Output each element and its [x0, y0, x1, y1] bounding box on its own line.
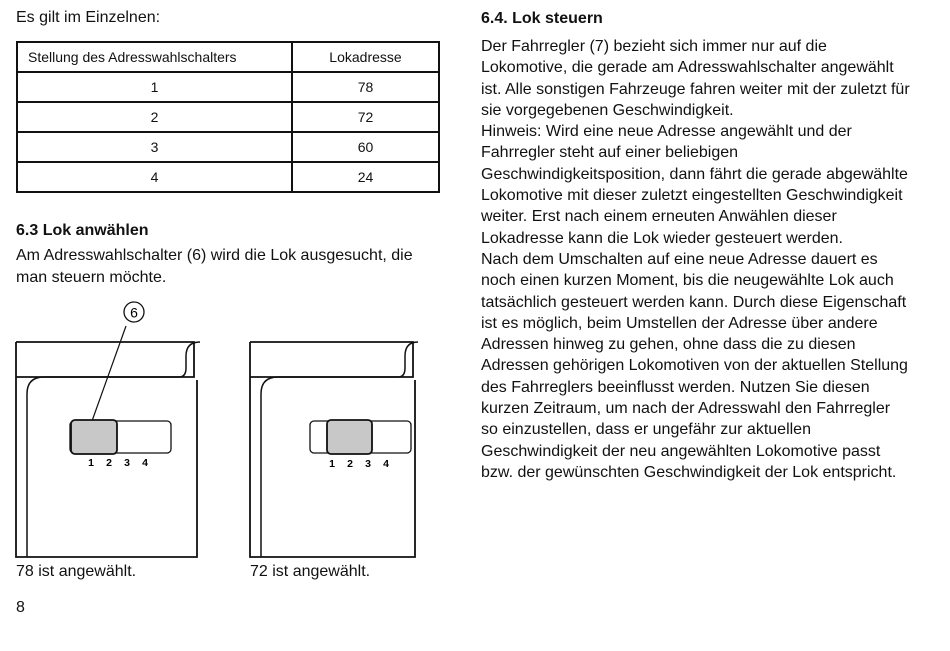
switch-label: 2	[347, 458, 353, 470]
figure-caption-left: 78 ist angewählt.	[16, 563, 137, 580]
switch-diagram-left	[14, 298, 200, 560]
table-row	[17, 162, 439, 192]
paragraph: Der Fahrregler (7) bezieht sich immer nur auf die Lokomotive, die gerade am Adresswahlschalter angewählt ist. Alle sonstigen Fahrzeuge fahren weiter mit der zuletzt für sie vorgegebenen Geschwindigkeit.	[481, 38, 910, 119]
switch-label: 1	[88, 457, 94, 469]
switch-label: 3	[365, 458, 371, 470]
switch-position-cell: 1	[17, 72, 292, 102]
paragraph: Nach dem Umschalten auf eine neue Adresse dauert es noch einen kurzen Moment, bis die neugewählte Lok auch tatsächlich gesteuert werden kann. Durch diese Eigenschaft ist es möglich, beim Umstellen der Adresse über andere Adressen hinweg zu gehen, ohne dass die zu diesen Adressen gehörigen Lokomotiven von der aktuellen Stellung des Fahrreglers beeinflusst werden. Nutzen Sie diesen kurzen Zeitraum, um nach der Adresswahl den Fahrregler so einzustellen, dass er ungefähr zur aktuellen Geschwindigkeit der neu angewählten Lokomotive passt bzw. der gewünschten Geschwindigkeit der Lok entspricht.	[481, 250, 908, 481]
section-text-select-loco: Am Adresswahlschalter (6) wird die Lok ausgesucht, die man steuern möchte.	[16, 247, 413, 286]
table-header-row	[17, 42, 439, 72]
address-switch-knob	[327, 420, 372, 454]
section-heading-select-loco: 6.3 Lok anwählen	[16, 222, 149, 239]
switch-position-cell: 3	[17, 132, 292, 162]
intro-text: Es gilt im Einzelnen:	[16, 9, 161, 26]
table-row	[17, 132, 439, 162]
switch-diagram-right	[248, 340, 418, 560]
page-number: 8	[16, 599, 25, 616]
figure-caption-right: 72 ist angewählt.	[250, 563, 371, 580]
callout-number: 6	[130, 304, 138, 321]
switch-position-cell: 2	[17, 102, 292, 132]
table-row	[17, 102, 439, 132]
switch-label: 4	[142, 457, 148, 469]
section-heading-control-loco: 6.4. Lok steuern	[481, 10, 603, 27]
address-table	[16, 41, 440, 193]
switch-label: 1	[329, 458, 335, 470]
loco-address-cell: 72	[292, 102, 439, 132]
loco-address-cell: 78	[292, 72, 439, 102]
callout-marker	[92, 302, 144, 421]
address-switch-knob	[71, 420, 117, 454]
loco-address-cell: 24	[292, 162, 439, 192]
section-text-control-loco	[481, 36, 911, 483]
loco-address-cell: 60	[292, 132, 439, 162]
switch-label: 2	[106, 457, 112, 469]
column-header-loco-address: Lokadresse	[292, 42, 439, 72]
table-row	[17, 72, 439, 102]
switch-label: 4	[383, 458, 389, 470]
column-header-switch-position: Stellung des Adresswahlschalters	[17, 42, 292, 72]
paragraph: Hinweis: Wird eine neue Adresse angewählt und der Fahrregler steht auf einer beliebigen Geschwindigkeitsposition, dann fährt die gerade abgewählte Lokomotive mit dieser zuletzt eingestellten Geschwindigkeit weiter. Erst nach einem erneuten Anwählen dieser Lokadresse kann die Lok wieder gesteuert werden.	[481, 123, 908, 247]
switch-label: 3	[124, 457, 130, 469]
switch-position-cell: 4	[17, 162, 292, 192]
